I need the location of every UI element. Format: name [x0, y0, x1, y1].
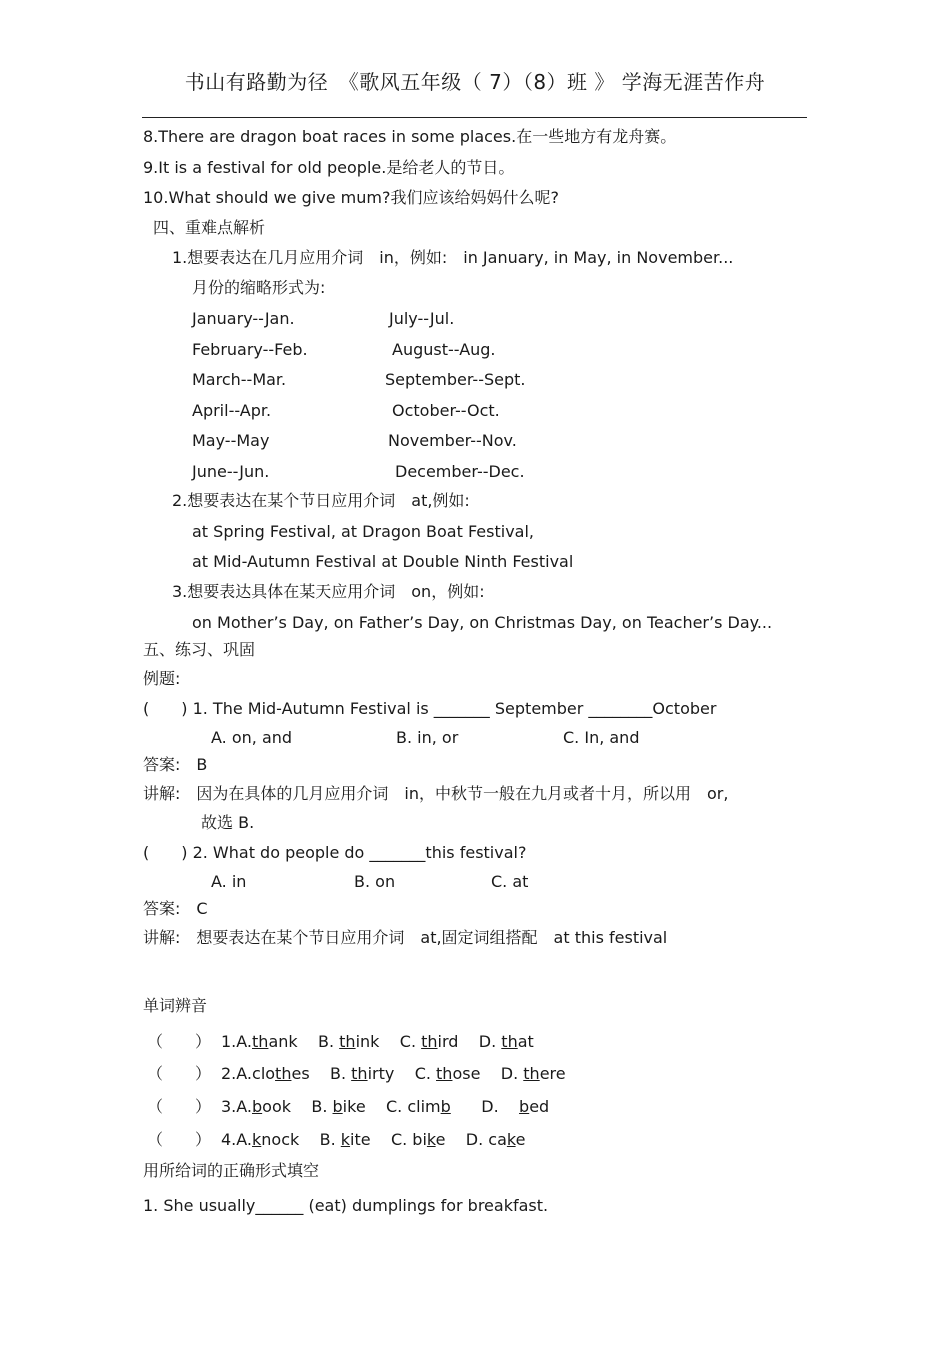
word-text: B. — [299, 1130, 341, 1149]
month-right: November--Nov. — [388, 431, 517, 450]
word-text: ed — [529, 1097, 550, 1116]
fill-title: 用所给词的正确形式填空 — [143, 1161, 320, 1180]
word-text: nock — [261, 1130, 300, 1149]
underlined-letters: th — [339, 1032, 356, 1051]
word-text: ose — [452, 1064, 481, 1083]
underlined-letters: k — [252, 1130, 262, 1149]
underlined-letters: th — [523, 1064, 540, 1083]
phonics-item-4 — [221, 1130, 525, 1150]
month-right: October--Oct. — [392, 401, 500, 420]
sentence-9: 9.It is a festival for old people.是给老人的节日。 — [143, 158, 515, 177]
q2-option-a: A. in — [211, 872, 247, 891]
word-text: at — [517, 1032, 534, 1051]
q1-option-a: A. on, and — [211, 728, 293, 747]
phonics-paren: （ ） — [147, 1130, 212, 1149]
word-text: D. — [450, 1097, 520, 1116]
word-text: e — [515, 1130, 526, 1149]
word-text: C. — [379, 1032, 422, 1051]
underlined-letters: k — [506, 1130, 516, 1149]
word-text: ink — [355, 1032, 380, 1051]
q1-explanation-cont: 故选 B. — [201, 813, 255, 832]
point-3: 3.想要表达具体在某天应用介词 on，例如: — [172, 582, 485, 601]
point-2-line-b: at Mid-Autumn Festival at Double Ninth Festival — [192, 552, 574, 571]
word-text: D. — [480, 1064, 524, 1083]
word-text: C. — [394, 1064, 437, 1083]
word-text: D. — [458, 1032, 502, 1051]
underlined-letters: th — [421, 1032, 438, 1051]
phonics-item-3 — [221, 1097, 549, 1117]
q2-explanation: 讲解: 想要表达在某个节日应用介词 at,固定词组搭配 at this festival — [143, 928, 668, 947]
question-2: ( ) 2. What do people do _______this festival? — [143, 843, 527, 862]
month-right: August--Aug. — [392, 340, 496, 359]
header-rule — [142, 117, 807, 118]
q1-option-b: B. in, or — [396, 728, 459, 747]
point-3-line-a: on Mother’s Day, on Father’s Day, on Christmas Day, on Teacher’s Day... — [192, 613, 773, 632]
month-left: June--Jun. — [192, 462, 270, 481]
word-text: ird — [437, 1032, 459, 1051]
month-left: April--Apr. — [192, 401, 272, 420]
q2-option-b: B. on — [354, 872, 396, 891]
q1-option-c: C. In, and — [563, 728, 640, 747]
underlined-letters: th — [252, 1032, 269, 1051]
underlined-letters: th — [351, 1064, 368, 1083]
word-text: e D. ca — [435, 1130, 507, 1149]
underlined-letters: th — [275, 1064, 292, 1083]
point-2: 2.想要表达在某个节日应用介词 at,例如: — [172, 491, 470, 510]
point-1: 1.想要表达在几月应用介词 in，例如: in January, in May, in November... — [172, 248, 734, 267]
word-text: ank — [268, 1032, 298, 1051]
q1-explanation: 讲解: 因为在具体的几月应用介词 in，中秋节一般在九月或者十月，所以用 or, — [143, 784, 729, 803]
word-text: 2.A.clo — [221, 1064, 276, 1083]
word-text: C. clim — [365, 1097, 441, 1116]
phonics-item-2 — [221, 1064, 566, 1084]
underlined-letters: th — [436, 1064, 453, 1083]
month-left: May--May — [192, 431, 270, 450]
word-text: B. — [291, 1097, 333, 1116]
sentence-8: 8.There are dragon boat races in some places.在一些地方有龙舟赛。 — [143, 127, 677, 146]
month-left: February--Feb. — [192, 340, 308, 359]
example-label: 例题: — [143, 669, 181, 688]
q1-answer: 答案: B — [143, 755, 208, 774]
underlined-letters: k — [426, 1130, 436, 1149]
underlined-letters: b — [519, 1097, 530, 1116]
month-right: December--Dec. — [395, 462, 525, 481]
section4-title: 四、重难点解析 — [153, 218, 266, 237]
word-text: ite — [350, 1130, 371, 1149]
page-header: 书山有路勤为径 《歌风五年级（ 7）（8）班 》 学海无涯苦作舟 — [184, 70, 766, 94]
underlined-letters: b — [332, 1097, 343, 1116]
phonics-paren: （ ） — [147, 1097, 212, 1116]
phonics-item-1 — [221, 1032, 534, 1052]
word-text: B. — [309, 1064, 352, 1083]
word-text: ike — [342, 1097, 366, 1116]
point-1-note: 月份的缩略形式为: — [192, 278, 326, 297]
word-text: B. — [297, 1032, 340, 1051]
q2-answer: 答案: C — [143, 899, 208, 918]
question-1: ( ) 1. The Mid-Autumn Festival is _______ September ________October — [143, 699, 717, 718]
word-text: es — [291, 1064, 310, 1083]
point-2-line-a: at Spring Festival, at Dragon Boat Festival, — [192, 522, 534, 541]
word-text: irty — [367, 1064, 395, 1083]
month-right: September--Sept. — [385, 370, 526, 389]
word-text: ook — [262, 1097, 292, 1116]
sentence-10: 10.What should we give mum?我们应该给妈妈什么呢? — [143, 188, 559, 207]
month-right: July--Jul. — [389, 309, 455, 328]
underlined-letters: th — [501, 1032, 518, 1051]
month-left: March--Mar. — [192, 370, 287, 389]
word-text: C. bi — [370, 1130, 427, 1149]
word-text: ere — [539, 1064, 566, 1083]
q2-option-c: C. at — [491, 872, 529, 891]
month-left: January--Jan. — [192, 309, 295, 328]
fill-question-1: 1. She usually______ (eat) dumplings for breakfast. — [143, 1196, 549, 1215]
underlined-letters: k — [340, 1130, 351, 1149]
phonics-paren: （ ） — [147, 1064, 212, 1083]
underlined-letters: b — [252, 1097, 263, 1116]
word-text: 4.A. — [221, 1130, 253, 1149]
underlined-letters: b — [440, 1097, 451, 1116]
phonics-title: 单词辨音 — [143, 996, 208, 1015]
phonics-paren: （ ） — [147, 1032, 212, 1051]
section5-title: 五、练习、巩固 — [143, 640, 256, 659]
word-text: 3.A. — [221, 1097, 253, 1116]
word-text: 1.A. — [221, 1032, 253, 1051]
